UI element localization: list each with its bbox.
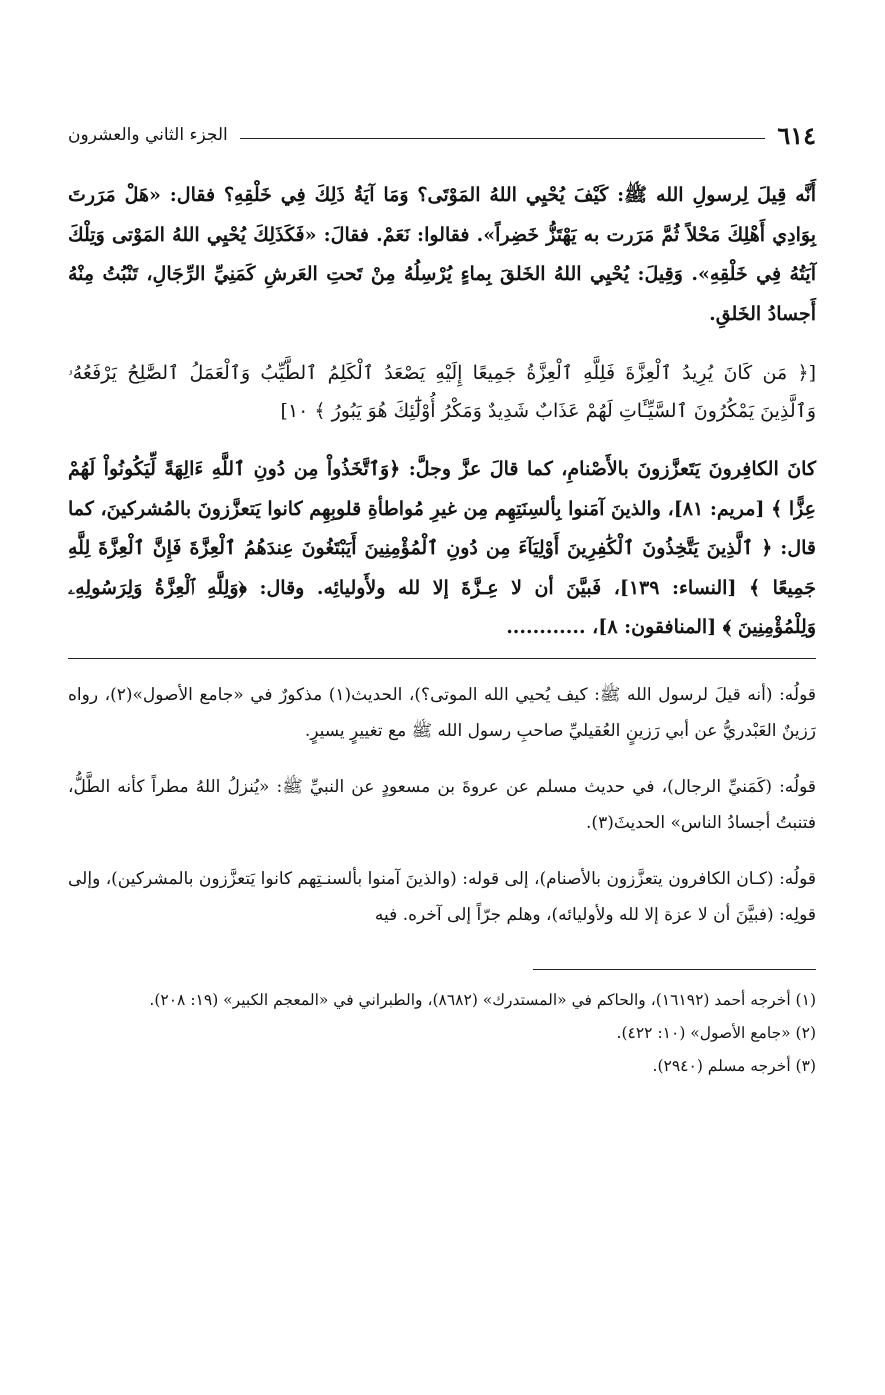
page bbox=[68, 110, 816, 1083]
header-rule bbox=[240, 138, 766, 139]
footnotes bbox=[68, 984, 816, 1083]
page-number: ٦١٤ bbox=[777, 120, 816, 150]
commentary-note-3: قولُه: (كـان الكافرون يتعزَّزون بالأصنام)، إلى قوله: (والذينَ آمنوا بألسنـتِهم كانوا يَتعزَّزون بالمشركين)، وإلى قولِه: (فبيَّنَ أن لا عزة إلا لله ولأوليائه)، وهلم جرّاً إلى آخره. فيه bbox=[68, 868, 816, 925]
tafsir-paragraph-2: كانَ الكافِرونَ يَتَعزَّزونَ بالأَصْنامِ، كما قالَ عزَّ وجلَّ: ﴿وَٱتَّخَذُواْ مِن دُونِ ٱللَّهِ ءَالِهَةً لِّيَكُونُواْ لَهُمْ عِزًّا ﴾ [مريم: ٨١]، والذينَ آمَنوا بِألسِنَتِهِم مِن غيرِ مُواطأةِ قلوبِهِم كانوا يَتعزَّزونَ بالمُشركينَ، كما قال: ﴿ ٱلَّذِينَ يَتَّخِذُونَ ٱلْكَٰفِرِينَ أَوْلِيَآءَ مِن دُونِ ٱلْمُؤْمِنِينَ أَيَبْتَغُونَ عِندَهُمُ ٱلْعِزَّةَ فَإِنَّ ٱلْعِزَّةَ لِلَّهِ جَمِيعًا ﴾ [النساء: ١٣٩]، فَبيَّنَ أن لا عِـزَّةَ إلا لله ولأَوليائِه. وقال: ﴿وَلِلَّهِ ٱلْعِزَّةُ وَلِرَسُولِهِۦ وَلِلْمُؤْمِنِينَ ﴾ [المنافقون: ٨]، ............ bbox=[68, 458, 816, 638]
footnote-1: (١) أخرجه أحمد (١٦١٩٢)، والحاكم في «المستدرك» (٨٦٨٢)، والطبراني في «المعجم الكبير» (١٩: ٢٠٨). bbox=[149, 990, 816, 1009]
quran-verse: [﴿ مَن كَانَ يُرِيدُ ٱلْعِزَّةَ فَلِلَّهِ ٱلْعِزَّةُ جَمِيعًا إِلَيْهِ يَصْعَدُ ٱلْكَلِمُ ٱلطَّيِّبُ وَٱلْعَمَلُ ٱلصَّٰلِحُ يَرْفَعُهُۥ وَٱلَّذِينَ يَمْكُرُونَ ٱلسَّيِّـَٔاتِ لَهُمْ عَذَابٌ شَدِيدٌ وَمَكْرُ أُوْلَٰٓئِكَ هُوَ يَبُورُ ﴾ ١٠] bbox=[68, 362, 816, 422]
commentary-note-2: قولُه: (كَمَنيِّ الرجال)، في حديث مسلم عن عروةَ بن مسعودٍ عن النبيِّ ﷺ: «يُنزلُ اللهُ مطراً كأنه الطَّلُّ، فتنبتُ أجسادُ الناس» الحديثَ(٣). bbox=[68, 776, 816, 833]
footnote-2: (٢) «جامع الأصول» (١٠: ٤٢٢). bbox=[616, 1023, 816, 1042]
running-header bbox=[68, 110, 816, 160]
commentary-note-1: قولُه: (أنه قيلَ لرسول الله ﷺ: كيف يُحيي الله الموتى؟)، الحديث(١) مذكورٌ في «جامع الأصول»(٢)، رواه رَزينٌ العَبْدريُّ عن أبي رَزينٍ العُقيليِّ صاحبِ رسول الله ﷺ مع تغييرٍ يسيرٍ. bbox=[68, 684, 817, 741]
tafsir-paragraph-1: أَنَّه قِيلَ لِرسولِ الله ﷺ: كَيْفَ يُحْيِي اللهُ المَوْتَى؟ وَمَا آيَةُ ذَلِكَ فِي خَلْقِهِ؟ فقال: «هَلْ مَرَرتَ بِوَادِي أَهْلِكَ مَحْلاً ثُمَّ مَرَرت به يَهْتَزُّ خَضِراً». فقالوا: نَعَمْ. فقالَ: «فَكَذَلِكَ يُحْيِي اللهُ المَوْتى وَتِلْكَ آيَتُهُ فِي خَلْقِهِ». وَقِيلَ: يُحْيِي اللهُ الخَلقَ بِماءٍ يُرْسِلُهُ مِنْ تَحتِ العَرشِ كَمَنِيِّ الرِّجَالِ، تَنْبُتُ مِنْهُ أَجسادُ الخَلقِ. bbox=[68, 184, 816, 325]
main-text bbox=[68, 176, 816, 648]
footnote-divider bbox=[533, 969, 816, 970]
commentary bbox=[68, 677, 816, 933]
footnote-3: (٣) أخرجه مسلم (٢٩٤٠). bbox=[652, 1056, 816, 1075]
commentary-divider bbox=[68, 658, 816, 659]
running-title: الجزء الثاني والعشرون bbox=[68, 125, 228, 145]
